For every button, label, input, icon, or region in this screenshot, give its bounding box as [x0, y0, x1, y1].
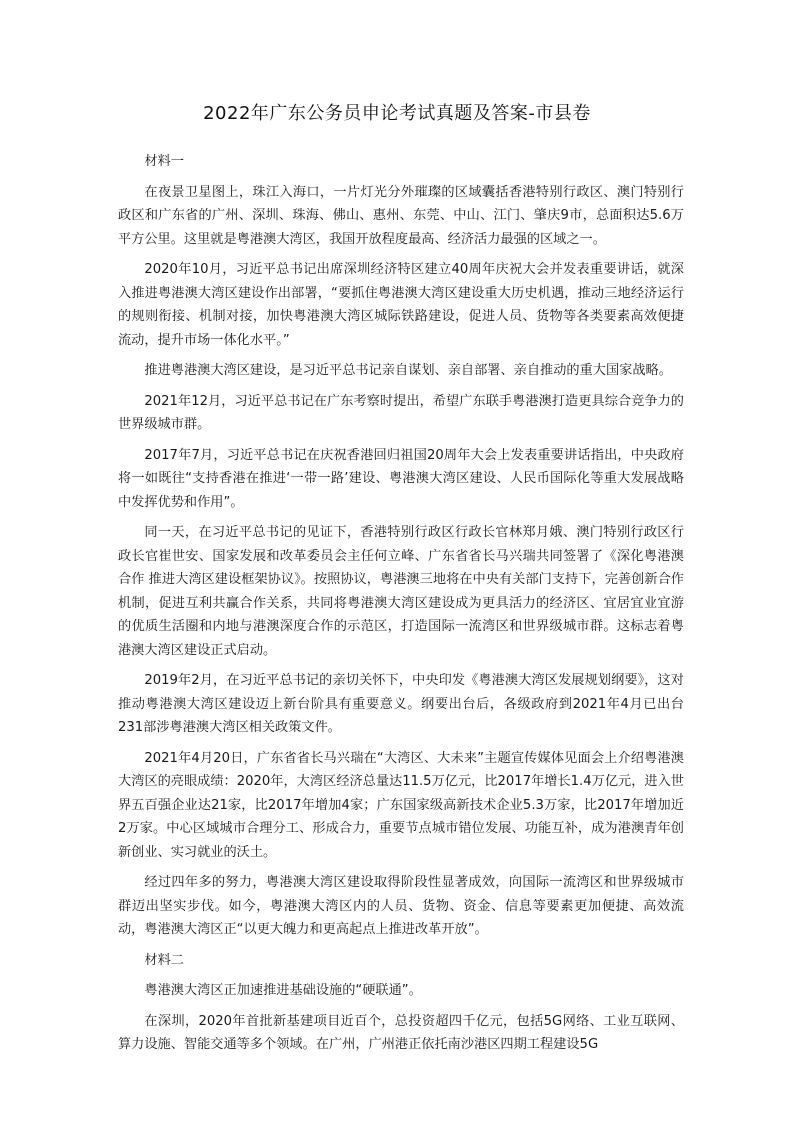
document-body	[118, 150, 684, 1064]
paragraph: 经过四年多的努力，粤港澳大湾区建设取得阶段性显著成效，向国际一流湾区和世界级城市群迈出坚实步伐。如今，粤港澳大湾区内的人员、货物、资金、信息等要素更加便捷、高效流动，粤港澳大湾区正“以更大魄力和更高起点上推进改革开放”。	[118, 875, 684, 937]
paragraph: 2020年10月，习近平总书记出席深圳经济特区建立40周年庆祝大会并发表重要讲话，就深入推进粤港澳大湾区建设作出部署，“要抓住粤港澳大湾区建设重大历史机遇，推动三地经济运行的规则衔接、机制对接，加快粤港澳大湾区城际铁路建设，促进人员、货物等各类要素高效便捷流动，提升市场一体化水平。”	[118, 262, 684, 348]
section-heading: 材料二	[144, 952, 184, 968]
paragraph: 在深圳，2020年首批新基建项目近百个，总投资超四千亿元，包括5G网络、工业互联网、算力设施、智能交通等多个领域。在广州，广州港正依托南沙港区四期工程建设5G	[118, 1013, 684, 1052]
section-heading: 材料一	[144, 154, 184, 169]
paragraph: 粤港澳大湾区正加速推进基础设施的“硬联通”。	[144, 983, 422, 998]
paragraph: 推进粤港澳大湾区建设，是习近平总书记亲自谋划、亲自部署、亲自推动的重大国家战略。	[144, 363, 672, 378]
paragraph: 2021年4月20日，广东省省长马兴瑞在“大湾区、大未来”主题宣传媒体见面会上介绍粤港澳大湾区的亮眼成绩：2020年，大湾区经济总量达11.5万亿元，比2017年增长1.4万亿元，进入世界五百强企业达21家，比2017年增加4家；广东国家级高新技术企业5.3万家，比2017年增加近2万家。中心区域城市合理分工、形成合力，重要节点城市错位发展、功能互补，成为港澳青年创新创业、实习就业的沃土。	[118, 750, 684, 860]
paragraph: 2017年7月，习近平总书记在庆祝香港回归祖国20周年大会上发表重要讲话指出，中央政府将一如既往“支持香港在推进‘一带一路’建设、粤港澳大湾区建设、人民币国际化等重大发展战略中发挥优势和作用”。	[118, 447, 684, 510]
paragraph: 同一天，在习近平总书记的见证下，香港特别行政区行政长官林郑月娥、澳门特别行政区行政长官崔世安、国家发展和改革委员会主任何立峰、广东省省长马兴瑞共同签署了《深化粤港澳合作 推进大湾区建设框架协议》。按照协议，粤港澳三地将在中央有关部门支持下，完善创新合作机制，促进互利共赢合作关系，共同将粤港澳大湾区建设成为更具活力的经济区、宜居宜业宜游的优质生活圈和内地与港澳深度合作的示范区，打造国际一流湾区和世界级城市群。这标志着粤港澳大湾区建设正式启动。	[118, 525, 684, 658]
document-title: 2022年广东公务员申论考试真题及答案-市县卷	[203, 103, 591, 124]
paragraph: 2019年2月，在习近平总书记的亲切关怀下，中央印发《粤港澳大湾区发展规划纲要》，这对推动粤港澳大湾区建设迈上新台阶具有重要意义。纲要出台后，各级政府到2021年4月已出台231部涉粤港澳大湾区相关政策文件。	[118, 673, 684, 735]
paragraph: 2021年12月，习近平总书记在广东考察时提出，希望广东联手粤港澳打造更具综合竞争力的世界级城市群。	[118, 393, 684, 432]
paragraph: 在夜景卫星图上，珠江入海口，一片灯光分外璀璨的区域囊括香港特别行政区、澳门特别行政区和广东省的广州、深圳、珠海、佛山、惠州、东莞、中山、江门、肇庆9市，总面积达5.6万平方公里。这里就是粤港澳大湾区，我国开放程度最高、经济活力最强的区域之一。	[118, 184, 684, 247]
